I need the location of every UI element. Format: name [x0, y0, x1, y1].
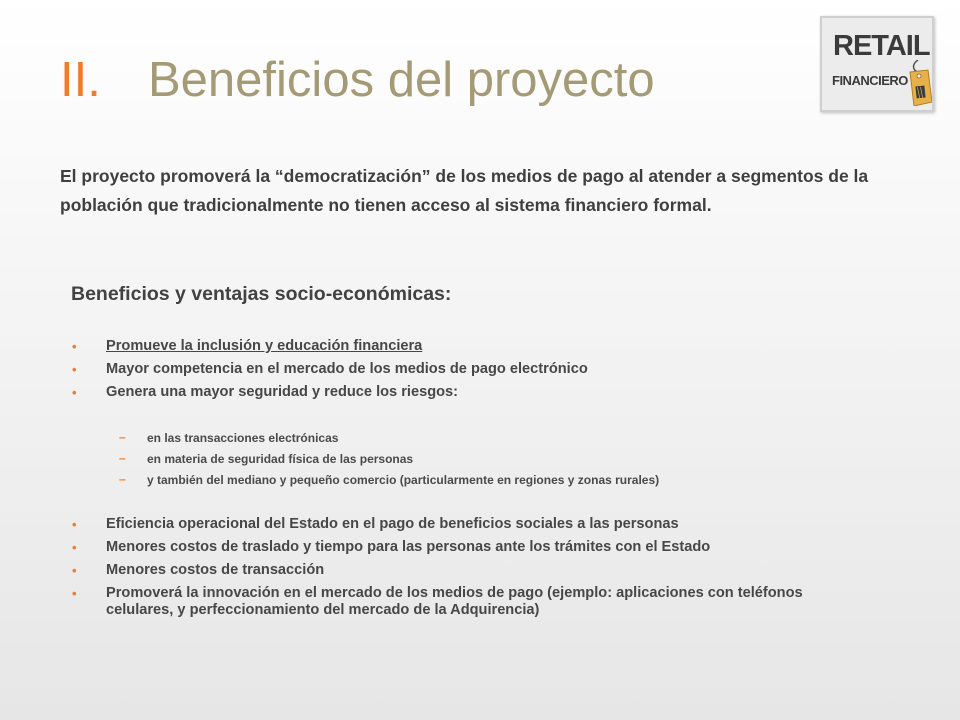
list-item-text: Eficiencia operacional del Estado en el pago de beneficios sociales a las personas [106, 516, 679, 532]
dash-icon: – [119, 451, 126, 465]
list-item-text: Menores costos de traslado y tiempo para las personas ante los trámites con el Estado [106, 539, 711, 555]
list-item-text: Promoverá la innovación en el mercado de los medios de pago (ejemplo: aplicaciones con teléfonos celulares, y perfeccionamiento del mercado de la Adquirencia) [106, 585, 803, 618]
sub-list-item [119, 452, 879, 466]
list-item [72, 585, 872, 619]
list-item [72, 361, 872, 378]
retail-financiero-logo [820, 16, 934, 112]
list-item [72, 516, 872, 533]
list-item-text: Mayor competencia en el mercado de los medios de pago electrónico [106, 361, 588, 377]
benefits-list-top [72, 338, 872, 407]
list-item [72, 562, 872, 579]
sub-list-item [119, 431, 879, 445]
bullet-dot-icon: • [72, 339, 77, 354]
bullet-dot-icon: • [72, 362, 77, 377]
bullet-dot-icon: • [72, 540, 77, 555]
list-item-text: Genera una mayor seguridad y reduce los riesgos: [106, 384, 458, 400]
risk-sublist [119, 431, 879, 494]
list-item-text: Menores costos de transacción [106, 562, 325, 578]
list-item [72, 338, 872, 355]
dash-icon: – [119, 430, 126, 444]
sub-list-item-text: en las transacciones electrónicas [147, 431, 339, 445]
price-tag-icon [906, 60, 932, 106]
slide-title [60, 53, 655, 107]
dash-icon: – [119, 472, 126, 486]
sub-list-item-text: y también del mediano y pequeño comercio (particularmente en regiones y zonas rurales) [147, 473, 660, 487]
sub-list-item-text: en materia de seguridad física de las personas [147, 452, 414, 466]
bullet-dot-icon: • [72, 517, 77, 532]
section-number: II. [60, 53, 101, 107]
logo-line-1: RETAIL [833, 30, 930, 62]
title-text: Beneficios del proyecto [148, 53, 655, 107]
benefits-subtitle: Beneficios y ventajas socio-económicas: [71, 283, 452, 305]
list-item [72, 539, 872, 556]
sub-list-item [119, 473, 879, 487]
benefits-list-bottom [72, 516, 872, 625]
list-item-text: Promueve la inclusión y educación financiera [106, 338, 423, 354]
list-item [72, 384, 872, 401]
bullet-dot-icon: • [72, 586, 77, 601]
logo-line-2: FINANCIERO [832, 73, 908, 88]
bullet-dot-icon: • [72, 385, 77, 400]
bullet-dot-icon: • [72, 563, 77, 578]
intro-paragraph: El proyecto promoverá la “democratización” de los medios de pago al atender a segmentos de la población que tradicionalmente no tienen acceso al sistema financiero formal. [60, 166, 869, 215]
